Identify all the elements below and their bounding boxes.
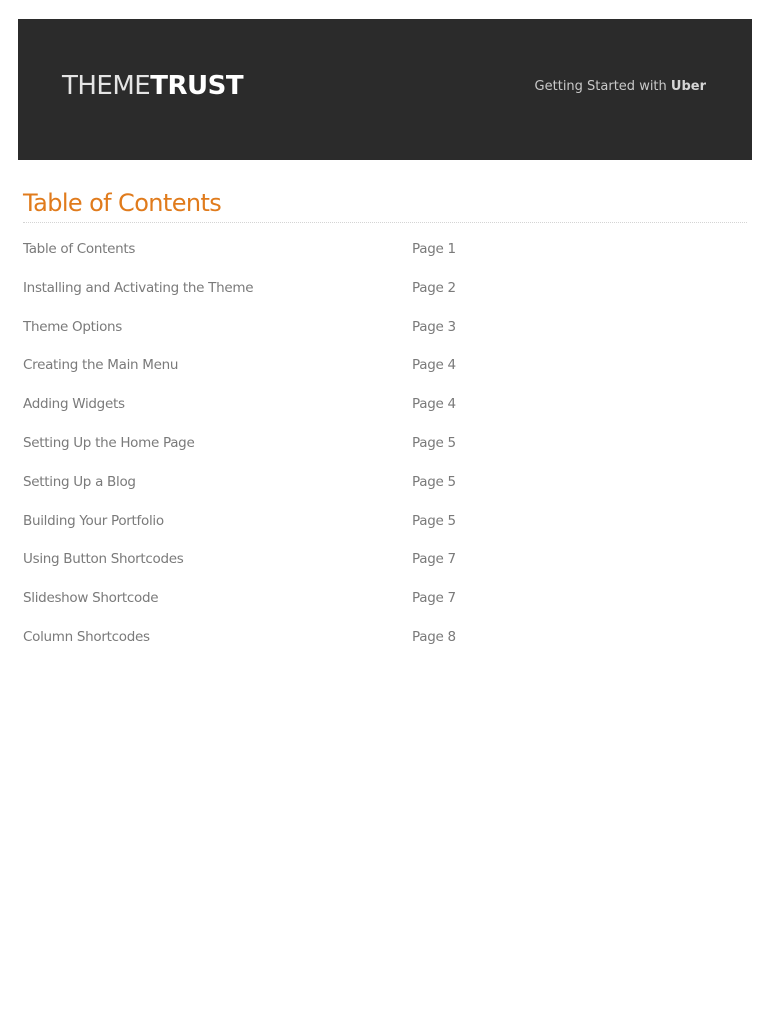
toc-entry-page[interactable]: Page 5 <box>412 473 456 490</box>
title-divider <box>23 222 747 223</box>
toc-entry-page[interactable]: Page 2 <box>412 279 456 296</box>
toc-entry-page[interactable]: Page 5 <box>412 512 456 529</box>
toc-row[interactable] <box>0 502 770 541</box>
toc-entry-title[interactable]: Theme Options <box>23 318 123 335</box>
subtitle-prefix: Getting Started with <box>534 79 671 94</box>
toc-entry-page[interactable]: Page 7 <box>412 590 456 607</box>
toc-row[interactable] <box>0 463 770 502</box>
logo-text-bold: TRUST <box>150 71 244 101</box>
toc-entry-title[interactable]: Creating the Main Menu <box>23 357 179 374</box>
toc-row[interactable] <box>0 269 770 308</box>
toc-row[interactable] <box>0 540 770 579</box>
table-of-contents-list <box>0 230 770 657</box>
toc-entry-page[interactable]: Page 3 <box>412 318 456 335</box>
header-bar <box>18 19 752 160</box>
toc-entry-title[interactable]: Using Button Shortcodes <box>23 551 184 568</box>
toc-entry-title[interactable]: Column Shortcodes <box>23 628 150 645</box>
toc-entry-title[interactable]: Installing and Activating the Theme <box>23 279 254 296</box>
toc-entry-page[interactable]: Page 1 <box>412 241 456 257</box>
document-subtitle <box>535 79 706 95</box>
toc-row[interactable] <box>0 385 770 424</box>
page-title: Table of Contents <box>23 189 222 217</box>
toc-row[interactable] <box>0 308 770 347</box>
toc-row[interactable] <box>0 346 770 385</box>
toc-row[interactable] <box>0 579 770 618</box>
themetrust-logo <box>62 71 243 101</box>
toc-entry-title[interactable]: Setting Up a Blog <box>23 473 136 490</box>
toc-row[interactable] <box>0 618 770 657</box>
toc-row[interactable] <box>0 424 770 463</box>
toc-entry-title[interactable]: Table of Contents <box>23 241 136 257</box>
toc-row[interactable] <box>0 230 770 269</box>
toc-entry-page[interactable]: Page 5 <box>412 434 456 451</box>
toc-entry-title[interactable]: Setting Up the Home Page <box>23 434 195 451</box>
subtitle-theme-name: Uber <box>670 79 706 94</box>
toc-entry-page[interactable]: Page 4 <box>412 357 456 374</box>
toc-entry-page[interactable]: Page 7 <box>412 551 456 568</box>
toc-entry-page[interactable]: Page 4 <box>412 396 456 413</box>
toc-entry-page[interactable]: Page 8 <box>412 628 456 645</box>
logo-text-light: THEME <box>62 71 151 101</box>
toc-entry-title[interactable]: Slideshow Shortcode <box>23 590 159 607</box>
toc-entry-title[interactable]: Building Your Portfolio <box>23 512 164 529</box>
toc-entry-title[interactable]: Adding Widgets <box>23 396 125 413</box>
